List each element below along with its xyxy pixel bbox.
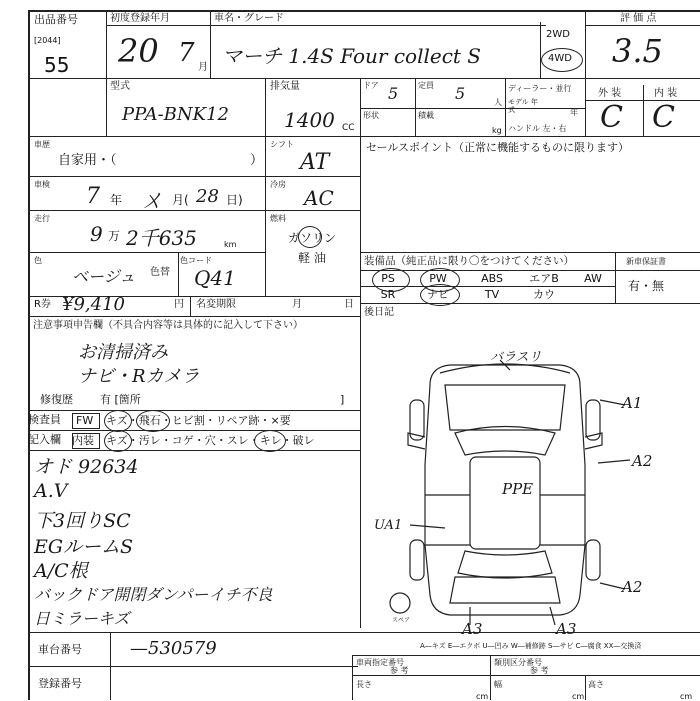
damage-legend: A―キズ E―エクボ U―凹み W―補修跡 S―サビ C―腐食 XX―交換済 <box>420 642 642 650</box>
hw-note-1: オド 92634 <box>34 456 139 478</box>
exterior-grade: C <box>600 100 623 135</box>
insp-month-strike: ㄨ <box>140 186 164 214</box>
rule-h-25 <box>106 25 546 26</box>
rule-v-178 <box>178 252 179 296</box>
score-label: 評 価 点 <box>620 13 657 24</box>
shift-label: シフト <box>270 140 294 149</box>
diagram-mark-ua1: UA1 <box>374 518 403 533</box>
drive-2wd: 2WD <box>546 29 570 40</box>
insp-day: 28 <box>196 186 219 207</box>
equip-abs: ABS <box>481 272 503 285</box>
mileage-man: 9 <box>90 222 103 246</box>
equip-navi: ナビ <box>427 288 449 301</box>
rule-h-655 <box>352 655 700 656</box>
model-name-label: 車名・グレード <box>214 13 284 24</box>
height-label: 高さ <box>588 680 604 689</box>
type-value: PPA-BNK12 <box>122 104 229 125</box>
sales-title: セールスポイント（正常に機能するものに限ります） <box>366 141 630 154</box>
mileage-label: 走行 <box>34 214 50 223</box>
width-cm-unit: cm <box>572 692 585 701</box>
height-cm-unit: cm <box>680 692 693 701</box>
rule-h-108 <box>360 108 585 109</box>
rule-h-270 <box>360 270 700 271</box>
rule-v-106 <box>106 10 107 136</box>
capacity-label: 定員 <box>418 81 434 90</box>
hw-note-7: 日ミラーキズ <box>34 609 130 628</box>
color-no-label: 色替 <box>150 267 170 278</box>
rule-v-352f <box>352 655 353 700</box>
rule-h-450 <box>28 450 360 451</box>
rule-h-252 <box>28 252 265 253</box>
usage-close: ） <box>250 153 264 168</box>
fuel-label: 燃料 <box>270 214 286 223</box>
yen-unit: 円 <box>174 299 184 310</box>
shape-label: 形状 <box>363 111 379 120</box>
capacity-value: 5 <box>455 84 466 103</box>
usage-label: 車歴 <box>34 140 50 149</box>
notes-line1: お清掃済み <box>78 342 168 363</box>
handle-label: ハンドル 左・右 <box>508 124 567 133</box>
shift-value: AT <box>300 150 330 175</box>
car-tailgate <box>450 577 560 603</box>
ac-value: AC <box>304 186 334 210</box>
hw-note-5: A/C根 <box>34 560 88 582</box>
equip-ps: PS <box>381 272 395 285</box>
classification-label: 類別区分番号 <box>494 658 542 667</box>
diagram-mark-bumper-scuff: バラスリ <box>490 350 542 365</box>
warranty-label: 新車保証書 <box>626 257 666 266</box>
rule-h-78 <box>28 78 700 79</box>
rule-v-540 <box>540 22 541 78</box>
diagram-mark-a2-rear: A2 <box>622 578 643 596</box>
equipment-title: 装備品（純正品に限り〇をつけてください） <box>364 255 574 267</box>
rule-h-410 <box>28 410 360 411</box>
rule-h-252r <box>360 252 700 253</box>
cc-unit: CC <box>342 123 355 133</box>
wheel-rl <box>410 540 424 580</box>
length-label: 長さ <box>356 680 372 689</box>
rule-v-415 <box>415 78 416 136</box>
rule-v-585f <box>585 675 586 700</box>
color-value: ベージュ <box>72 267 136 286</box>
diagram-mark-a3-left: A3 <box>462 620 483 638</box>
equip-aw: AW <box>584 272 602 285</box>
interior-label: 内 装 <box>654 88 678 99</box>
equip-tv: TV <box>484 288 500 301</box>
recycle-value: ¥9,410 <box>62 294 125 315</box>
spare-tire-icon <box>390 593 410 613</box>
drive-4wd: 4WD <box>548 53 572 64</box>
rule-v-265 <box>265 78 266 136</box>
inspector-label: 検査員 <box>28 413 61 426</box>
rule-v-190r <box>190 296 191 316</box>
km-unit: km <box>224 240 237 249</box>
model-year-label: モデル 年式 <box>508 98 538 114</box>
diagram-mark-a3-right: A3 <box>556 620 577 638</box>
reg-no-label: 登録番号 <box>38 677 82 690</box>
chassis-label: 車台番号 <box>38 643 82 656</box>
load-label: 積載 <box>418 111 434 120</box>
rule-h-430 <box>28 430 360 431</box>
exterior-label: 外 装 <box>598 88 622 99</box>
rule-h-176 <box>28 176 360 177</box>
entry-label: 記入欄 <box>28 433 61 446</box>
lot-ref: [2044] <box>34 36 61 45</box>
later-owner-label: 後日記 <box>364 307 394 318</box>
rule-v-265b <box>265 136 266 296</box>
equip-ps-circle <box>372 268 410 292</box>
first-reg-month: 7 <box>178 38 195 68</box>
doors-value: 5 <box>388 84 399 103</box>
rule-h-666 <box>28 666 358 667</box>
diagram-mark-a1: A1 <box>622 394 643 412</box>
year-unit: 年 <box>570 108 578 117</box>
inspection-label: 車検 <box>34 180 50 189</box>
displacement-value: 1400 <box>284 108 335 132</box>
rule-v-360 <box>360 78 361 136</box>
notes-label: 注意事項申告欄（不具合内容等は具体的に記入して下さい） <box>33 320 303 331</box>
car-hood <box>445 385 565 430</box>
rule-v-643 <box>643 85 644 136</box>
rule-h-303 <box>360 303 700 304</box>
spare-label: スペア <box>392 617 411 624</box>
classification-ref: 参 考 <box>530 666 549 675</box>
dealer-label: ディーラー・並行 <box>508 84 572 93</box>
doors-label: ドア <box>363 81 379 90</box>
repair-value: 有 [箇所 <box>100 393 141 406</box>
int-scratch-circle <box>104 430 132 452</box>
vehicle-designation-label: 車両指定番号 <box>356 658 404 667</box>
rule-h-136 <box>28 136 700 137</box>
score-value: 3.5 <box>612 32 663 70</box>
lot-label: 出品番号 <box>34 13 78 26</box>
equip-pw: PW <box>429 272 447 285</box>
rule-v-490f <box>490 655 491 700</box>
person-unit: 人 <box>494 98 502 107</box>
man-unit: 万 <box>108 229 121 243</box>
wheel-rr <box>586 540 600 580</box>
first-reg-label: 初度登録年月 <box>110 13 170 24</box>
chassis-value: —530579 <box>130 638 217 659</box>
diagram-mark-a2-right: A2 <box>632 452 653 470</box>
fw-chip-circle <box>136 410 170 432</box>
frame-left <box>28 10 30 700</box>
hw-note-3: 下3回りSC <box>34 510 131 532</box>
rule-v-615 <box>615 252 616 303</box>
car-windshield <box>455 427 555 456</box>
entry-interior-items: キズ・汚レ・コゲ・穴・スレ・キレ・破レ <box>106 434 315 447</box>
day-word: 日 <box>344 299 354 310</box>
mileage-rest: 2千635 <box>126 226 197 250</box>
month-unit: 月 <box>198 62 208 73</box>
vehicle-designation-ref: 参 考 <box>390 666 409 675</box>
insp-month-unit: 月( <box>172 193 189 207</box>
car-roof <box>470 457 540 549</box>
interior-grade: C <box>652 100 675 135</box>
displacement-label: 排気量 <box>270 81 300 92</box>
equip-airbag: エアB <box>529 272 559 285</box>
insp-year: 7 <box>86 184 100 209</box>
color-code-label: 色コード <box>180 256 212 265</box>
car-rear-window <box>458 551 552 578</box>
rule-h-210 <box>28 210 360 211</box>
entry-interior: 内装 <box>72 434 94 447</box>
repair-close: ] <box>340 393 345 406</box>
registration-expiry-label: 名変期限 <box>196 299 236 310</box>
color-code-value: Q41 <box>194 266 236 290</box>
hw-note-2: A.V <box>34 480 68 502</box>
month-word: 月 <box>292 299 302 310</box>
rule-v-110f <box>110 632 111 700</box>
warranty-value: 有・無 <box>628 279 665 293</box>
inspector-fw: FW <box>76 414 94 427</box>
rule-h-675 <box>352 675 700 676</box>
inspector-fw-items: キズ・飛石・ヒビ割・リペア跡・×要 <box>106 414 291 427</box>
fuel-diesel: 軽 油 <box>298 251 326 265</box>
fuel-gas-circle <box>298 226 322 248</box>
equip-cow: カウ <box>533 288 555 301</box>
diagram-mark-ppe: PPE <box>502 480 534 498</box>
insp-day-unit: 日) <box>226 193 243 207</box>
rule-v-360c <box>360 316 361 628</box>
ac-label: 冷房 <box>270 180 286 189</box>
equip-sr: SR <box>380 288 396 301</box>
hw-note-6: バックドア開閉ダンパーイチ不良 <box>34 585 273 604</box>
rule-v-585 <box>585 10 586 136</box>
equip-navi-circle <box>420 284 460 306</box>
model-name-value: マーチ 1.4S Four collect S <box>222 44 482 68</box>
fuel-gas: ガソリン <box>288 231 337 245</box>
hw-note-4: EGルームS <box>34 536 134 558</box>
repair-label: 修復歴 <box>40 393 73 406</box>
rule-h-score <box>585 25 700 26</box>
recycle-label: R券 <box>34 299 51 310</box>
int-wear-circle <box>254 430 286 452</box>
rule-v-210 <box>210 10 211 78</box>
first-reg-year: 20 <box>118 32 159 70</box>
type-label: 型式 <box>110 81 130 92</box>
length-cm-unit: cm <box>476 692 489 701</box>
insp-year-unit: 年 <box>110 193 123 207</box>
lot-number: 55 <box>44 53 70 77</box>
rule-v-360b <box>360 136 361 316</box>
usage-value: 自家用・（ <box>58 153 117 168</box>
fw-scratch-circle <box>104 410 132 432</box>
width-label: 幅 <box>494 680 502 689</box>
rule-v-505 <box>505 78 506 136</box>
frame-top <box>28 10 700 12</box>
kg-unit: kg <box>492 126 502 135</box>
color-label: 色 <box>34 256 42 265</box>
notes-line2: ナビ・Rカメラ <box>78 366 200 387</box>
rule-h-316 <box>28 316 360 317</box>
